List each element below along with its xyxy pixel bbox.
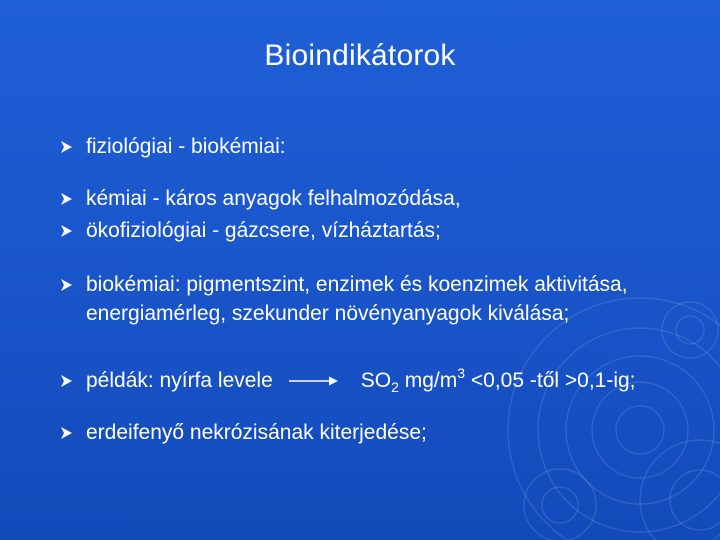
bullet-item [60, 216, 441, 245]
formula-range: <0,05 -től >0,1-ig; [465, 369, 636, 392]
so2-concentration-formula [361, 366, 636, 395]
bullet-item [60, 270, 628, 328]
bullet-text-line: biokémiai: pigmentszint, enzimek és koenzimek aktivitása, [86, 273, 628, 296]
bullet-text: erdeifenyő nekrózisának kiterjedése; [86, 421, 427, 444]
right-arrowhead-bullet-icon [60, 418, 74, 447]
bullet-item [60, 366, 636, 395]
right-arrowhead-bullet-icon [60, 132, 74, 161]
bullet-item [60, 418, 427, 447]
right-arrowhead-bullet-icon [60, 270, 74, 299]
right-arrowhead-bullet-icon [60, 216, 74, 245]
right-arrowhead-bullet-icon [60, 366, 74, 395]
bullet-text: példák: nyírfa levele [86, 369, 273, 392]
right-arrowhead-bullet-icon [60, 184, 74, 213]
formula-unit: mg/m [398, 369, 458, 392]
bullet-item [60, 132, 286, 161]
bullet-text: fiziológiai - biokémiai: [86, 135, 286, 158]
slide-title: Bioindikátorok [264, 39, 456, 72]
bullet-item [60, 184, 461, 213]
long-right-arrow-icon [289, 366, 339, 395]
formula-so: SO [360, 369, 392, 392]
formula-subscript: 2 [391, 379, 399, 395]
formula-superscript: 3 [457, 365, 466, 381]
bullet-text-line: energiamérleg, szekunder növényanyagok kiválása; [86, 302, 570, 325]
bullet-text: ökofiziológiai - gázcsere, vízháztartás; [86, 219, 441, 242]
bullet-text: kémiai - káros anyagok felhalmozódása, [86, 187, 461, 210]
